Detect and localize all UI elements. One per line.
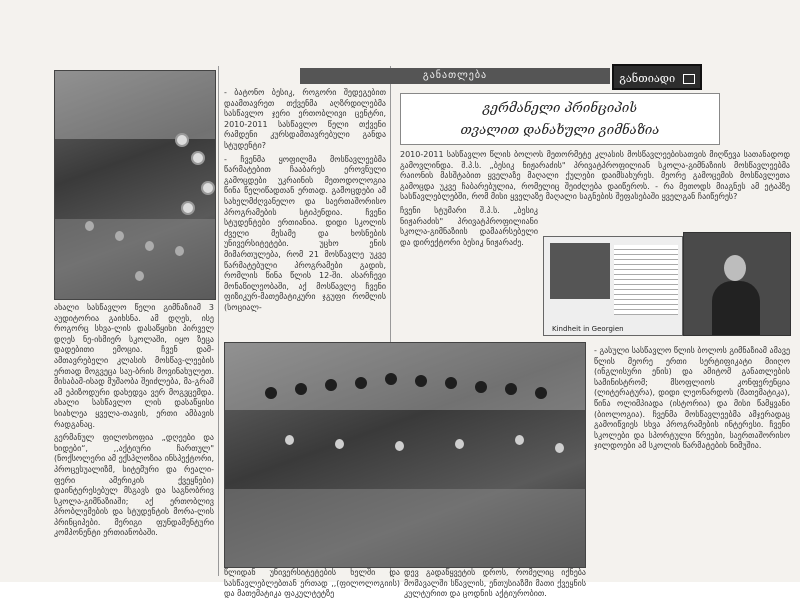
paragraph: 2010-2011 სასწავლო წლის ბოლოს მეთორმეტე კლასის მოსწავლეებისათვის მიღწევა სათანადოდ გამოვლინდა. შ.პ.ს. „ბესიკ ნიჟარაძის" პრივატპროფილიან სკოლა-გიმნაზიის მოსწავლეებმა რაიონის მასშტაბით ყველაზე მაღალი ქულები დაიმსახურეს. მეორე გამოცემის მოსწავლეთა გამოცდა უკვე ჩაბარებულია, რომელიც შეიძლება დაიწეროს. - რა მეთოდს მიაგნეს ამ ეტაპზე სასწავლებლებში, რომ მისი ყველაზე მაღალი საგნების შეფასებაში ყველგან ჩაიწერეს? — [400, 150, 790, 202]
paragraph: ჩვენი სტუმარი შ.პ.ს. „ბესიკ ნიჟარაძის" პრივატპროფილიანი სკოლა-გიმნაზიის დამაარსებელი და დირექტორი ბესიკ ნიჟარაძე. — [400, 205, 538, 247]
paper-flower — [175, 133, 189, 147]
person-head — [415, 375, 427, 387]
person-head — [475, 381, 487, 393]
person-head — [385, 373, 397, 385]
paragraph: დევ გადაწყვეტის დროს, რომელიც იქნება მომავალში სწავლის, ენთუსიაზმი მათი ქვეყნის კულტურით და ცოდნის აქტიურობით. — [404, 568, 586, 599]
person-head — [355, 377, 367, 389]
masthead-logo-text: განთიადი — [619, 72, 676, 85]
photo-desks — [55, 219, 215, 299]
classroom-photo — [54, 70, 216, 300]
inset-text-lines — [614, 245, 678, 315]
group-photo — [224, 342, 586, 568]
left-column-text — [54, 303, 214, 581]
person-head — [445, 377, 457, 389]
portrait-face — [724, 255, 746, 281]
inset-photo — [550, 243, 610, 299]
inset-caption: Kindheit in Georgien — [552, 325, 624, 333]
column-divider — [218, 66, 219, 576]
paper-flower — [191, 151, 205, 165]
person-face — [395, 441, 404, 451]
person-face — [515, 435, 524, 445]
paragraph: წლიდან უნივერსიტეტების ხელში და სასწავლებლებთან ერთად ,,(ფილოლოგიის) და მათემატიკა ფაკულტეტზე — [224, 568, 400, 599]
person-face — [555, 443, 564, 453]
portrait-body — [712, 281, 760, 335]
person-face — [285, 435, 294, 445]
person-head — [325, 379, 337, 391]
photo-wall — [55, 71, 215, 139]
person-head — [535, 387, 547, 399]
person-head — [505, 383, 517, 395]
magazine-inset — [543, 236, 683, 336]
paragraph: - ბატონო ბესიკ, როგორი შედეგებით დაამთავრეთ თქვენმა აღზრდილებმა სასწავლო ჯერი ერთობლივი ცენტრი, 2010-2011 სასწავლო წელი თქვენი რამდენი კურსდამთავრებული განდა სტუდენტი? — [224, 88, 386, 150]
director-portrait — [683, 232, 791, 336]
photo-floor — [225, 489, 585, 567]
headline-line-2: თვალით დანახული გიმნაზია — [460, 123, 660, 138]
right-lower-column-text — [594, 346, 790, 580]
person-face — [335, 439, 344, 449]
person-head — [295, 383, 307, 395]
paper-flower — [201, 181, 215, 195]
bottom-middle-text — [404, 568, 586, 599]
paragraph: - გასული სასწავლო წლის ბოლოს გიმნაზიამ ამავე წლის მეორე ერთი სერტიფიკატი მიიღო (ინგლისური ენის) და ამიტომ განათლების სამინისტრომ; მსოფლიოს კონფერენცია (ლიტერატურა), დიდი ლეონარდოს (მათემატიკა), წინა ოლიმპიადა (ისტორია) და მისი წამყვანი (ბიოლოგია). ჩვენმა მოსწავლეებმა ამჯერადაც გამოიწვიეს სხვა პროგრამების ინტერესი. ჩვენი სკოლები და სპორტული წრეები, საერთაშორისო ჯილდოები ამ სკოლის წარმატების ნიმუშია. — [594, 346, 790, 451]
paragraph: - ჩვენმა ყოფილმა მოსწავლეებმა წარმატებით ჩააბარეს ეროვნული გამოცდები უკრაინის მეთოდოლოგია წინა წელიწადთან ერთად. გამოცდები ამ სახელმძღვანელო და საერთაშორისო პროგრამების სტიპენდია. ჩვენი სტუდენტები ერთიანია. დიდი სკოლის ძველი მესამე და ხოსნების უნივერსიტეტები. უცხო ენის მიმართულება, რომ 21 მოსწავლე უკვე წარმატებული პროგრამები გადის, რომლის წინა წლის 12-ში. ასარჩევი მონაწილეობაში, აქ მოსწავლე ჩვენი ფიზიკურ-მათემატიკური ჯგუფი რომლის (სოციალ- — [224, 154, 386, 312]
bottom-left-text — [224, 568, 400, 599]
masthead-logo — [612, 64, 702, 90]
photo-wall — [225, 343, 585, 410]
paragraph: ახალი სასწავლო წელი გიმნაზიამ 3 აუდიტორია გაიხსნა. ამ დღეს, ისე როგორც სხვა-ლის დასაწყისი პირველ დღეს ნე-ისმიერ სკოლაში, იყო ზეცა დადებითი ემოცია. ჩვენ დამ-ამთავრებელი კლასის მოსწავ-ლეების ერთად მოგვეცა საუ-ბრის მოვინახულეთ. მისაბამ-ისად მუშაობა შეიძლება, მა-გრამ ამ ეპიზოდური დახედვა ვერ მოგვცემდა. ახალი სასწავლო ლის დასაწყისი სიახლეა ყველა-თავის, ერთი ამბავის რადგანაც. — [54, 303, 214, 429]
paragraph: გერმანულ ფილოსოფია „დღეები და ხიდები“, ,,აქტიური ჩართულ" (ნოქსოლერი ამ ექსპლოზია ინსპექტორი, პროცესუალიზმ, სიტემური და რეალი-ფერი ამერიკის ქვეყნები) დაინტერესებულ მსგავს და საგნობრივ სკოლა-გიმნაზიაში; აქ ერთობლივ პრობლემების და სტუდენტის მორა-ლის პრინციპები. მერიგი ფუნდამენტური კომპონენტი ერთიანობაში. — [54, 433, 214, 538]
section-label: განათლება — [300, 68, 610, 84]
person-head — [265, 387, 277, 399]
paper-flower — [181, 201, 195, 215]
tower-icon — [683, 74, 695, 84]
middle-column-text — [224, 88, 386, 338]
headline-line-1: გერმანელი პრინციპის — [482, 101, 638, 116]
article-headline — [400, 93, 720, 145]
person-face — [455, 439, 464, 449]
